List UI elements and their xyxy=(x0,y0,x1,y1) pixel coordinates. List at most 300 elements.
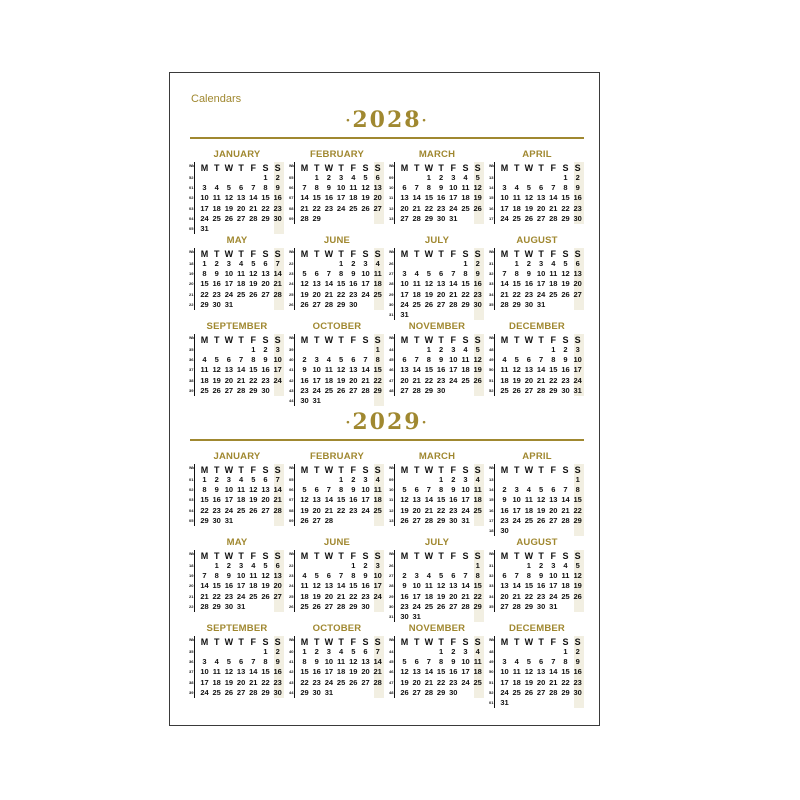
month-block xyxy=(190,537,284,621)
day-cell: 20 xyxy=(400,375,409,385)
day-cell: 26 xyxy=(300,515,309,525)
day-cell: 8 xyxy=(426,183,431,193)
week-divider xyxy=(394,334,395,396)
day-cell: 19 xyxy=(473,365,482,375)
weekday-label: S xyxy=(462,465,469,475)
weekday-label: S xyxy=(474,249,481,259)
day-cell: 1 xyxy=(339,259,344,268)
day-cell: 14 xyxy=(500,279,509,289)
weekday-label: F xyxy=(450,551,457,561)
week-number-header: Wk xyxy=(189,250,195,254)
day-cell: 5 xyxy=(475,345,480,354)
day-cell: 27 xyxy=(261,505,270,515)
day-cell: 22 xyxy=(573,505,582,515)
weekday-label: W xyxy=(224,249,234,259)
day-cell: 21 xyxy=(424,505,434,515)
day-cell: 26 xyxy=(524,213,534,223)
day-cell: 15 xyxy=(212,581,221,591)
day-cell: 27 xyxy=(412,515,421,525)
weekday-label: S xyxy=(262,249,269,259)
day-cell: 21 xyxy=(373,667,382,677)
day-cell: 23 xyxy=(436,203,446,213)
week-number: 09 xyxy=(389,477,394,482)
week-number: 48 xyxy=(489,649,494,654)
day-cell: 26 xyxy=(524,687,534,697)
day-cell: 10 xyxy=(224,269,234,279)
week-number: 04 xyxy=(189,507,194,513)
day-cell: 9 xyxy=(363,571,368,581)
day-cell: 17 xyxy=(400,289,409,299)
day-cell: 26 xyxy=(424,299,434,309)
day-cell: 7 xyxy=(414,183,419,193)
day-cell: 28 xyxy=(300,213,309,223)
day-cell: 1 xyxy=(563,647,568,656)
day-cell: 22 xyxy=(524,591,534,601)
day-cell: 24 xyxy=(324,677,334,687)
week-number: 10 xyxy=(389,185,394,191)
day-cell: 28 xyxy=(324,299,334,309)
day-cell: 25 xyxy=(236,505,246,515)
weekday-label: W xyxy=(524,465,534,475)
day-cell: 21 xyxy=(536,375,546,385)
weekday-label: S xyxy=(262,551,269,561)
weekday-label: M xyxy=(500,551,509,561)
day-cell: 3 xyxy=(314,355,319,365)
week-number: 11 xyxy=(389,497,394,503)
weekday-label: W xyxy=(324,249,334,259)
day-cell: 13 xyxy=(524,365,534,375)
day-cell: 2 xyxy=(475,259,480,268)
weekday-label: S xyxy=(262,637,269,647)
weekday-label: M xyxy=(400,249,409,259)
month-name: AUGUST xyxy=(516,537,558,548)
day-cell: 27 xyxy=(549,515,558,525)
day-cell: 16 xyxy=(224,581,234,591)
weekday-label: S xyxy=(562,637,569,647)
day-cell: 28 xyxy=(500,299,509,309)
day-cell: 3 xyxy=(339,173,344,182)
weekday-label: S xyxy=(462,163,469,173)
day-cell: 8 xyxy=(475,571,480,581)
day-cell: 17 xyxy=(549,581,558,591)
week-number: 22 xyxy=(189,301,194,307)
day-cell: 11 xyxy=(237,269,246,279)
week-number: 46 xyxy=(389,367,394,373)
weekday-label: T xyxy=(513,249,520,259)
day-cell: 24 xyxy=(461,505,470,515)
day-cell: 6 xyxy=(363,647,368,656)
day-cell: 9 xyxy=(214,485,219,495)
day-cell: 26 xyxy=(512,385,521,395)
weekday-label: W xyxy=(424,249,434,259)
day-cell: 17 xyxy=(412,591,421,601)
day-cell: 4 xyxy=(375,259,380,268)
day-cell: 11 xyxy=(212,193,221,203)
week-number: 06 xyxy=(289,487,294,493)
week-number: 52 xyxy=(189,175,194,180)
day-cell: 8 xyxy=(426,355,431,365)
weekday-label: S xyxy=(374,551,381,561)
day-cell: 27 xyxy=(400,213,409,223)
week-number: 13 xyxy=(489,477,494,482)
week-number: 28 xyxy=(389,583,394,589)
day-cell: 29 xyxy=(424,213,434,223)
day-cell: 31 xyxy=(549,601,558,611)
week-number: 44 xyxy=(289,689,294,695)
day-cell: 27 xyxy=(536,213,546,223)
weekday-label: T xyxy=(513,335,520,345)
day-cell: 12 xyxy=(212,365,221,375)
week-number: 09 xyxy=(389,175,394,180)
day-cell: 13 xyxy=(224,365,234,375)
weekday-label: S xyxy=(474,637,481,647)
day-cell: 22 xyxy=(300,677,309,687)
day-cell: 28 xyxy=(536,385,546,395)
day-cell: 22 xyxy=(424,203,434,213)
week-number: 47 xyxy=(389,679,394,685)
week-number-header: Wk xyxy=(289,336,295,340)
day-cell: 14 xyxy=(424,667,434,677)
weekday-label: S xyxy=(574,163,581,173)
day-cell: 13 xyxy=(261,269,270,279)
day-cell: 24 xyxy=(412,601,421,611)
weekday-label: M xyxy=(300,637,309,647)
day-cell: 19 xyxy=(336,375,346,385)
day-cell: 24 xyxy=(573,375,582,385)
day-cell: 15 xyxy=(261,667,270,677)
day-cell: 17 xyxy=(224,279,234,289)
day-cell: 4 xyxy=(214,657,219,667)
day-cell: 24 xyxy=(449,375,458,385)
day-cell: 17 xyxy=(461,667,470,677)
day-cell: 20 xyxy=(312,505,321,515)
day-cell: 15 xyxy=(373,365,382,375)
day-cell: 17 xyxy=(236,581,246,591)
day-cell: 19 xyxy=(561,279,570,289)
day-cell: 15 xyxy=(200,279,209,289)
day-cell: 12 xyxy=(300,279,309,289)
day-cell: 13 xyxy=(373,183,382,193)
day-cell: 11 xyxy=(237,485,246,495)
weekday-label: F xyxy=(550,163,557,173)
day-cell: 28 xyxy=(449,299,458,309)
day-cell: 13 xyxy=(536,193,546,203)
day-cell: 12 xyxy=(424,279,434,289)
weekday-label: S xyxy=(274,551,281,561)
week-number: 36 xyxy=(189,357,194,363)
day-cell: 4 xyxy=(302,571,307,581)
month-name: NOVEMBER xyxy=(408,321,466,332)
weekday-label: S xyxy=(562,335,569,345)
day-cell: 14 xyxy=(512,581,521,591)
day-cell: 7 xyxy=(551,657,556,667)
day-cell: 25 xyxy=(524,515,534,525)
day-cell: 12 xyxy=(473,183,482,193)
day-cell: 12 xyxy=(312,581,321,591)
day-cell: 24 xyxy=(312,385,321,395)
day-cell: 15 xyxy=(473,581,482,591)
day-cell: 15 xyxy=(261,193,270,203)
day-cell: 12 xyxy=(473,355,482,365)
year-dot: · xyxy=(345,113,353,129)
day-cell: 10 xyxy=(373,571,382,581)
week-number: 48 xyxy=(389,689,394,695)
day-cell: 26 xyxy=(536,515,546,525)
day-cell: 12 xyxy=(349,657,358,667)
weekday-label: T xyxy=(538,637,544,647)
day-cell: 9 xyxy=(451,657,456,667)
weekday-label: T xyxy=(413,335,420,345)
day-cell: 31 xyxy=(573,385,582,395)
day-cell: 6 xyxy=(314,269,319,279)
day-cell: 22 xyxy=(336,505,346,515)
day-cell: 29 xyxy=(436,515,446,525)
day-cell: 3 xyxy=(502,657,507,667)
day-cell: 14 xyxy=(461,581,470,591)
weekday-label: F xyxy=(250,637,257,647)
weekday-label: S xyxy=(574,637,581,647)
day-cell: 25 xyxy=(300,601,309,611)
day-cell: 5 xyxy=(314,571,319,581)
day-cell: 21 xyxy=(336,591,346,601)
day-cell: 15 xyxy=(300,667,309,677)
day-cell: 19 xyxy=(249,495,258,505)
day-cell: 2 xyxy=(275,173,280,182)
day-cell: 14 xyxy=(324,279,334,289)
day-cell: 2 xyxy=(351,475,356,484)
weekday-label: S xyxy=(562,551,569,561)
day-cell: 28 xyxy=(424,687,434,697)
day-cell: 13 xyxy=(549,495,558,505)
day-cell: 3 xyxy=(363,259,368,268)
day-cell: 4 xyxy=(514,657,519,667)
day-cell: 24 xyxy=(449,203,458,213)
week-number: 26 xyxy=(289,301,294,307)
day-cell: 11 xyxy=(373,485,382,495)
week-number: 18 xyxy=(489,528,494,533)
day-cell: 29 xyxy=(373,385,382,395)
weekday-label: W xyxy=(324,465,334,475)
day-cell: 4 xyxy=(526,485,531,495)
month-block xyxy=(390,537,484,621)
day-cell: 8 xyxy=(375,355,380,365)
day-cell: 8 xyxy=(263,657,268,667)
week-number: 13 xyxy=(489,175,494,180)
week-number: 05 xyxy=(289,175,294,180)
day-cell: 25 xyxy=(500,385,509,395)
day-cell: 13 xyxy=(361,657,370,667)
day-cell: 1 xyxy=(439,647,444,656)
weekday-label: M xyxy=(200,249,209,259)
day-cell: 15 xyxy=(200,495,209,505)
day-cell: 28 xyxy=(373,677,382,687)
day-cell: 30 xyxy=(224,601,234,611)
week-number: 08 xyxy=(289,507,294,513)
day-cell: 11 xyxy=(473,657,482,667)
day-cell: 14 xyxy=(449,279,458,289)
day-cell: 7 xyxy=(202,571,207,581)
day-cell: 26 xyxy=(400,515,409,525)
day-cell: 25 xyxy=(561,591,570,601)
day-cell: 20 xyxy=(549,505,558,515)
day-cell: 20 xyxy=(312,289,321,299)
day-cell: 1 xyxy=(202,475,207,484)
week-number: 01 xyxy=(189,185,194,191)
day-cell: 1 xyxy=(463,259,468,268)
day-cell: 3 xyxy=(514,485,519,495)
day-cell: 11 xyxy=(412,279,421,289)
day-cell: 23 xyxy=(300,385,309,395)
day-cell: 11 xyxy=(424,581,433,591)
weekday-label: T xyxy=(438,637,444,647)
day-cell: 6 xyxy=(314,485,319,495)
day-cell: 11 xyxy=(337,657,346,667)
day-cell: 21 xyxy=(449,289,458,299)
weekday-label: S xyxy=(374,163,381,173)
day-cell: 10 xyxy=(200,667,209,677)
day-cell: 15 xyxy=(336,495,346,505)
week-number: 43 xyxy=(289,387,294,393)
weekday-label: M xyxy=(400,551,409,561)
day-cell: 2 xyxy=(563,345,568,354)
day-cell: 6 xyxy=(502,571,507,581)
day-cell: 24 xyxy=(461,677,470,687)
day-cell: 8 xyxy=(263,183,268,193)
weekday-label: S xyxy=(362,637,369,647)
day-cell: 23 xyxy=(212,505,221,515)
month-name: SEPTEMBER xyxy=(206,321,268,332)
weekday-label: W xyxy=(524,637,534,647)
year-rule xyxy=(190,137,584,139)
day-cell: 14 xyxy=(373,657,382,667)
day-cell: 18 xyxy=(373,279,382,289)
day-cell: 24 xyxy=(536,289,546,299)
day-cell: 6 xyxy=(326,571,331,581)
day-cell: 20 xyxy=(236,677,246,687)
week-divider xyxy=(394,464,395,526)
day-cell: 13 xyxy=(236,667,246,677)
week-divider xyxy=(194,464,195,526)
weekday-label: F xyxy=(550,551,557,561)
day-cell: 9 xyxy=(314,657,319,667)
weekday-label: T xyxy=(313,551,320,561)
day-cell: 30 xyxy=(449,687,458,697)
weekday-label: T xyxy=(513,551,520,561)
weekday-label: S xyxy=(274,163,281,173)
day-cell: 27 xyxy=(236,687,246,697)
week-number: 16 xyxy=(489,507,494,513)
week-number: 51 xyxy=(489,679,494,685)
day-cell: 12 xyxy=(512,365,521,375)
weekday-label: S xyxy=(374,637,381,647)
day-cell: 30 xyxy=(212,299,221,309)
weekday-label: F xyxy=(250,163,257,173)
week-number: 31 xyxy=(389,312,394,317)
day-cell: 20 xyxy=(273,581,282,591)
day-cell: 24 xyxy=(200,213,209,223)
day-cell: 19 xyxy=(400,677,409,687)
day-cell: 30 xyxy=(436,385,446,395)
day-cell: 18 xyxy=(561,581,570,591)
day-cell: 22 xyxy=(261,677,270,687)
week-number: 32 xyxy=(489,271,494,277)
day-cell: 1 xyxy=(426,345,431,354)
day-cell: 17 xyxy=(373,581,382,591)
week-number: 30 xyxy=(389,301,394,307)
day-cell: 6 xyxy=(275,561,280,570)
day-cell: 25 xyxy=(200,385,209,395)
weekday-label: S xyxy=(374,335,381,345)
weekday-label: S xyxy=(574,335,581,345)
year-heading xyxy=(190,409,584,436)
week-divider xyxy=(494,636,495,708)
day-cell: 7 xyxy=(539,355,544,365)
month-block xyxy=(290,321,384,405)
day-cell: 31 xyxy=(324,687,334,697)
day-cell: 18 xyxy=(461,193,470,203)
weekday-label: S xyxy=(562,163,569,173)
weekday-label: T xyxy=(338,335,344,345)
week-divider xyxy=(294,162,295,224)
week-number-header: Wk xyxy=(489,638,495,642)
day-cell: 23 xyxy=(400,601,409,611)
day-cell: 3 xyxy=(275,345,280,354)
day-cell: 3 xyxy=(451,173,456,182)
day-cell: 21 xyxy=(300,203,309,213)
month-block xyxy=(190,623,284,707)
weekday-label: F xyxy=(350,335,357,345)
week-divider xyxy=(294,636,295,698)
day-cell: 24 xyxy=(236,591,246,601)
day-cell: 16 xyxy=(449,667,458,677)
day-cell: 1 xyxy=(575,475,580,484)
day-cell: 2 xyxy=(351,259,356,268)
day-cell: 14 xyxy=(412,365,421,375)
weekday-label: T xyxy=(238,163,244,173)
day-cell: 27 xyxy=(373,203,382,213)
week-number: 38 xyxy=(189,679,194,685)
day-cell: 5 xyxy=(226,657,231,667)
weekday-label: S xyxy=(362,249,369,259)
month-name: JUNE xyxy=(323,235,351,246)
day-cell: 29 xyxy=(549,385,558,395)
weekday-label: M xyxy=(500,249,509,259)
weekday-label: T xyxy=(213,249,220,259)
day-cell: 14 xyxy=(236,365,246,375)
day-cell: 27 xyxy=(236,213,246,223)
day-cell: 12 xyxy=(224,667,234,677)
week-number: 11 xyxy=(389,195,394,201)
day-cell: 27 xyxy=(573,289,582,299)
week-number-header: Wk xyxy=(389,638,395,642)
day-cell: 28 xyxy=(461,601,470,611)
week-number-header: Wk xyxy=(289,552,295,556)
week-number: 48 xyxy=(389,387,394,393)
day-cell: 9 xyxy=(326,183,331,193)
day-cell: 24 xyxy=(512,515,521,525)
week-number: 44 xyxy=(389,649,394,654)
day-cell: 7 xyxy=(239,355,244,365)
week-number: 30 xyxy=(389,603,394,609)
day-cell: 24 xyxy=(400,299,409,309)
month-block xyxy=(190,321,284,405)
weekday-label: S xyxy=(562,465,569,475)
week-number: 42 xyxy=(289,669,294,675)
day-cell: 10 xyxy=(400,279,409,289)
weekday-label: T xyxy=(513,465,520,475)
weekday-label: M xyxy=(500,465,509,475)
day-cell: 16 xyxy=(449,495,458,505)
